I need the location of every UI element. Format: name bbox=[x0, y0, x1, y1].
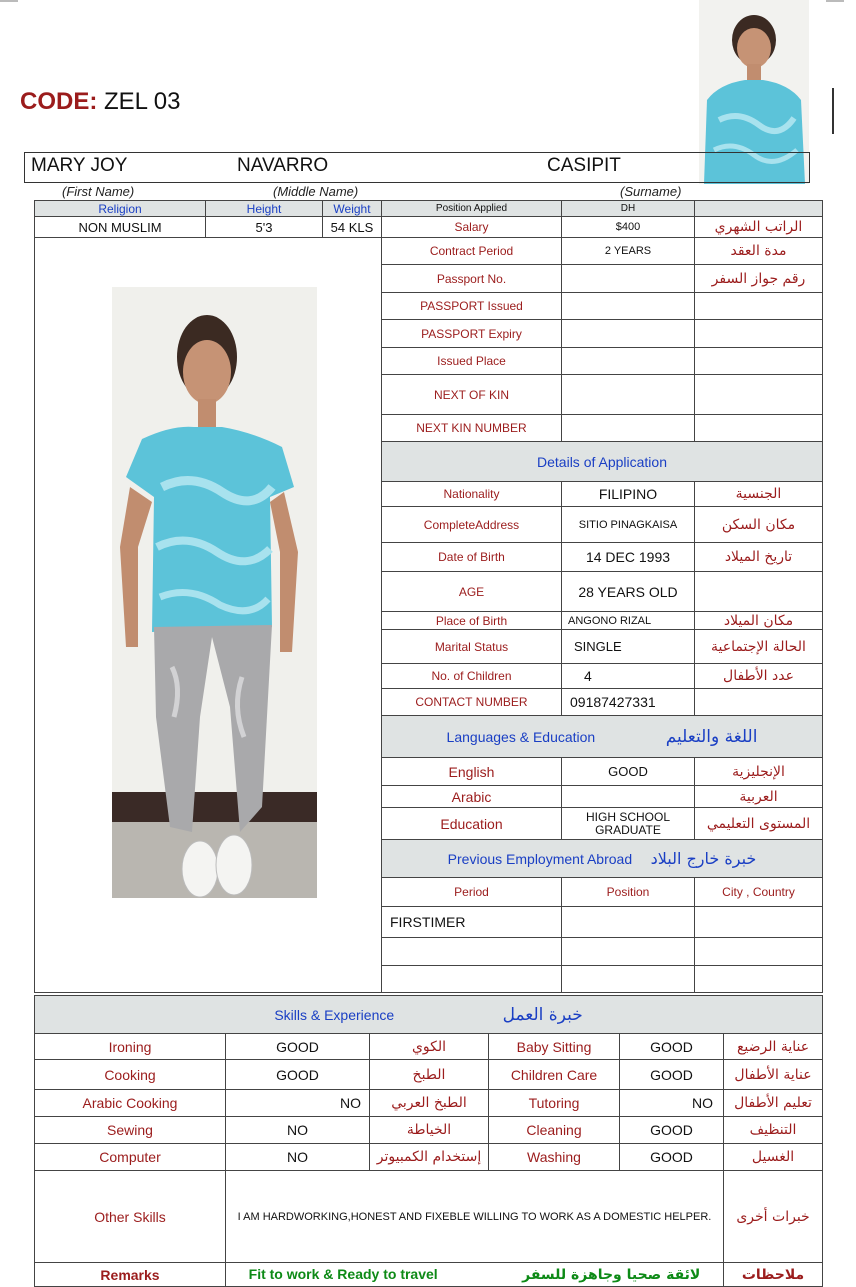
contact-arabic bbox=[695, 689, 823, 716]
children-label: No. of Children bbox=[382, 664, 562, 689]
education-value: HIGH SCHOOL GRADUATE bbox=[562, 808, 695, 840]
next-kin-number-label: NEXT KIN NUMBER bbox=[382, 415, 562, 442]
surname: CASIPIT bbox=[547, 155, 621, 176]
skills-heading-arabic: خبرة العمل bbox=[502, 1004, 583, 1025]
surname-caption: (Surname) bbox=[620, 184, 682, 199]
weight-value: 54 KLS bbox=[323, 217, 382, 238]
applicant-code bbox=[20, 88, 181, 116]
employment-heading: Previous Employment Abroad bbox=[447, 850, 633, 867]
employment-heading-arabic: خبرة خارج البلاد bbox=[650, 848, 757, 868]
skill-row bbox=[35, 1060, 823, 1090]
dob-arabic: تاريخ الميلاد bbox=[695, 543, 823, 572]
skill-baby-sitting-arabic: عناية الرضيع bbox=[724, 1034, 823, 1060]
remarks-arabic-value: لائقة صحيا وجاهزة للسفر bbox=[522, 1266, 701, 1283]
skill-row bbox=[35, 1117, 823, 1144]
arabic-label: Arabic bbox=[382, 786, 562, 808]
skill-sewing-arabic: الخياطة bbox=[370, 1117, 489, 1144]
english-arabic: الإنجليزية bbox=[695, 758, 823, 786]
age-label: AGE bbox=[382, 572, 562, 612]
employment-entry-city bbox=[695, 907, 823, 938]
blank-cell bbox=[562, 966, 695, 993]
skill-baby-sitting: Baby Sitting bbox=[489, 1034, 620, 1060]
employment-heading-cell bbox=[382, 840, 823, 878]
salary-label: Salary bbox=[382, 217, 562, 238]
skill-tutoring-value: NO bbox=[620, 1090, 724, 1117]
skill-cleaning-arabic: التنظيف bbox=[724, 1117, 823, 1144]
other-skills-value: I AM HARDWORKING,HONEST AND FIXEBLE WILLING TO WORK AS A DOMESTIC HELPER. bbox=[226, 1171, 724, 1263]
code-label: CODE: bbox=[20, 88, 98, 115]
contract-value: 2 YEARS bbox=[562, 238, 695, 265]
skill-ironing: Ironing bbox=[35, 1034, 226, 1060]
passport-issued-value bbox=[562, 293, 695, 320]
other-skills-label: Other Skills bbox=[35, 1171, 226, 1263]
skills-table bbox=[34, 995, 823, 1287]
next-of-kin-label: NEXT OF KIN bbox=[382, 375, 562, 415]
religion-value: NON MUSLIM bbox=[35, 217, 206, 238]
period-column: Period bbox=[382, 878, 562, 907]
passport-expiry-label: PASSPORT Expiry bbox=[382, 320, 562, 348]
skills-heading-row bbox=[35, 996, 823, 1034]
remarks-label: Remarks bbox=[35, 1263, 226, 1287]
passport-issued-label: PASSPORT Issued bbox=[382, 293, 562, 320]
next-of-kin-value bbox=[562, 375, 695, 415]
city-country-column: City , Country bbox=[695, 878, 823, 907]
marital-label: Marital Status bbox=[382, 630, 562, 664]
education-arabic: المستوى التعليمي bbox=[695, 808, 823, 840]
passport-no-arabic: رقم جواز السفر bbox=[695, 265, 823, 293]
passport-no-label: Passport No. bbox=[382, 265, 562, 293]
skills-heading: Skills & Experience bbox=[274, 1006, 395, 1023]
corner-mark-right bbox=[826, 0, 844, 2]
arabic-value bbox=[562, 786, 695, 808]
languages-heading: Languages & Education bbox=[446, 728, 596, 745]
skill-arabic-cooking-value: NO bbox=[226, 1090, 370, 1117]
english-label: English bbox=[382, 758, 562, 786]
weight-label: Weight bbox=[323, 201, 382, 217]
blank-cell bbox=[382, 966, 562, 993]
edge-bar bbox=[832, 88, 834, 134]
arabic-arabic: العربية bbox=[695, 786, 823, 808]
birthplace-arabic: مكان الميلاد bbox=[695, 612, 823, 630]
children-arabic: عدد الأطفال bbox=[695, 664, 823, 689]
birthplace-value: ANGONO RIZAL bbox=[562, 612, 695, 630]
middle-name-caption: (Middle Name) bbox=[273, 184, 359, 199]
skill-cleaning-value: GOOD bbox=[620, 1117, 724, 1144]
skill-computer-arabic: إستخدام الكمبيوتر bbox=[370, 1144, 489, 1171]
remarks-value: Fit to work & Ready to travel bbox=[248, 1265, 438, 1282]
address-arabic: مكان السكن bbox=[695, 507, 823, 543]
issued-place-arabic bbox=[695, 348, 823, 375]
next-of-kin-arabic bbox=[695, 375, 823, 415]
contact-label: CONTACT NUMBER bbox=[382, 689, 562, 716]
skill-washing: Washing bbox=[489, 1144, 620, 1171]
middle-name: NAVARRO bbox=[237, 155, 329, 176]
nationality-label: Nationality bbox=[382, 482, 562, 507]
position-column: Position bbox=[562, 878, 695, 907]
skill-cooking-arabic: الطبخ bbox=[370, 1060, 489, 1090]
age-value: 28 YEARS OLD bbox=[562, 572, 695, 612]
marital-value: SINGLE bbox=[562, 630, 695, 664]
position-applied-label: Position Applied bbox=[382, 201, 562, 217]
details-heading: Details of Application bbox=[382, 442, 823, 482]
skill-row bbox=[35, 1144, 823, 1171]
skill-row bbox=[35, 1034, 823, 1060]
name-box bbox=[24, 152, 810, 183]
next-kin-number-value bbox=[562, 415, 695, 442]
height-label: Height bbox=[206, 201, 323, 217]
salary-value: $400 bbox=[562, 217, 695, 238]
corner-mark-left bbox=[0, 0, 18, 2]
other-skills-arabic: خبرات أخرى bbox=[724, 1171, 823, 1263]
passport-issued-arabic bbox=[695, 293, 823, 320]
salary-row bbox=[35, 217, 823, 238]
blank-cell bbox=[562, 938, 695, 966]
religion-label: Religion bbox=[35, 201, 206, 217]
skill-sewing: Sewing bbox=[35, 1117, 226, 1144]
skill-computer: Computer bbox=[35, 1144, 226, 1171]
age-arabic bbox=[695, 572, 823, 612]
skill-ironing-arabic: الكوي bbox=[370, 1034, 489, 1060]
skill-baby-sitting-value: GOOD bbox=[620, 1034, 724, 1060]
header-blank bbox=[695, 201, 823, 217]
salary-arabic: الراتب الشهري bbox=[695, 217, 823, 238]
skill-row bbox=[35, 1090, 823, 1117]
passport-expiry-value bbox=[562, 320, 695, 348]
skill-cooking: Cooking bbox=[35, 1060, 226, 1090]
languages-heading-cell bbox=[382, 716, 823, 758]
other-skills-row bbox=[35, 1171, 823, 1263]
skill-cooking-value: GOOD bbox=[226, 1060, 370, 1090]
skill-ironing-value: GOOD bbox=[226, 1034, 370, 1060]
dob-value: 14 DEC 1993 bbox=[562, 543, 695, 572]
remarks-arabic-label: ملاحظات bbox=[724, 1263, 823, 1287]
skill-tutoring-arabic: تعليم الأطفال bbox=[724, 1090, 823, 1117]
skill-arabic-cooking-arabic: الطبخ العربي bbox=[370, 1090, 489, 1117]
contact-value: 09187427331 bbox=[562, 689, 695, 716]
first-name-caption: (First Name) bbox=[62, 184, 135, 199]
birthplace-label: Place of Birth bbox=[382, 612, 562, 630]
blank-cell bbox=[695, 966, 823, 993]
next-kin-number-arabic bbox=[695, 415, 823, 442]
nationality-arabic: الجنسية bbox=[695, 482, 823, 507]
first-name: MARY JOY bbox=[31, 155, 128, 176]
skill-washing-value: GOOD bbox=[620, 1144, 724, 1171]
skill-children-care-arabic: عناية الأطفال bbox=[724, 1060, 823, 1090]
remarks-row bbox=[35, 1263, 823, 1287]
height-value: 5'3 bbox=[206, 217, 323, 238]
code-value: ZEL 03 bbox=[104, 88, 181, 115]
skills-heading-cell bbox=[35, 996, 823, 1034]
contract-label: Contract Period bbox=[382, 238, 562, 265]
skill-computer-value: NO bbox=[226, 1144, 370, 1171]
marital-arabic: الحالة الإجتماعية bbox=[695, 630, 823, 664]
issued-place-label: Issued Place bbox=[382, 348, 562, 375]
blank-cell bbox=[382, 938, 562, 966]
skill-cleaning: Cleaning bbox=[489, 1117, 620, 1144]
nationality-value: FILIPINO bbox=[562, 482, 695, 507]
skill-children-care: Children Care bbox=[489, 1060, 620, 1090]
dob-label: Date of Birth bbox=[382, 543, 562, 572]
employment-entry-position bbox=[562, 907, 695, 938]
employment-entry: FIRSTIMER bbox=[382, 907, 562, 938]
currency-label: DH bbox=[562, 201, 695, 217]
applicant-photo-full bbox=[112, 287, 317, 898]
address-value: SITIO PINAGKAISA bbox=[562, 507, 695, 543]
issued-place-value bbox=[562, 348, 695, 375]
skill-washing-arabic: الغسيل bbox=[724, 1144, 823, 1171]
address-label: CompleteAddress bbox=[382, 507, 562, 543]
blank-cell bbox=[695, 938, 823, 966]
passport-no-value bbox=[562, 265, 695, 293]
remarks-cell bbox=[226, 1263, 724, 1287]
children-value: 4 bbox=[562, 664, 695, 689]
skill-tutoring: Tutoring bbox=[489, 1090, 620, 1117]
skill-arabic-cooking: Arabic Cooking bbox=[35, 1090, 226, 1117]
skill-sewing-value: NO bbox=[226, 1117, 370, 1144]
languages-heading-arabic: اللغة والتعليم bbox=[665, 726, 758, 747]
skill-children-care-value: GOOD bbox=[620, 1060, 724, 1090]
contract-arabic: مدة العقد bbox=[695, 238, 823, 265]
english-value: GOOD bbox=[562, 758, 695, 786]
contract-row bbox=[35, 238, 823, 265]
passport-expiry-arabic bbox=[695, 320, 823, 348]
header-row bbox=[35, 201, 823, 217]
education-label: Education bbox=[382, 808, 562, 840]
